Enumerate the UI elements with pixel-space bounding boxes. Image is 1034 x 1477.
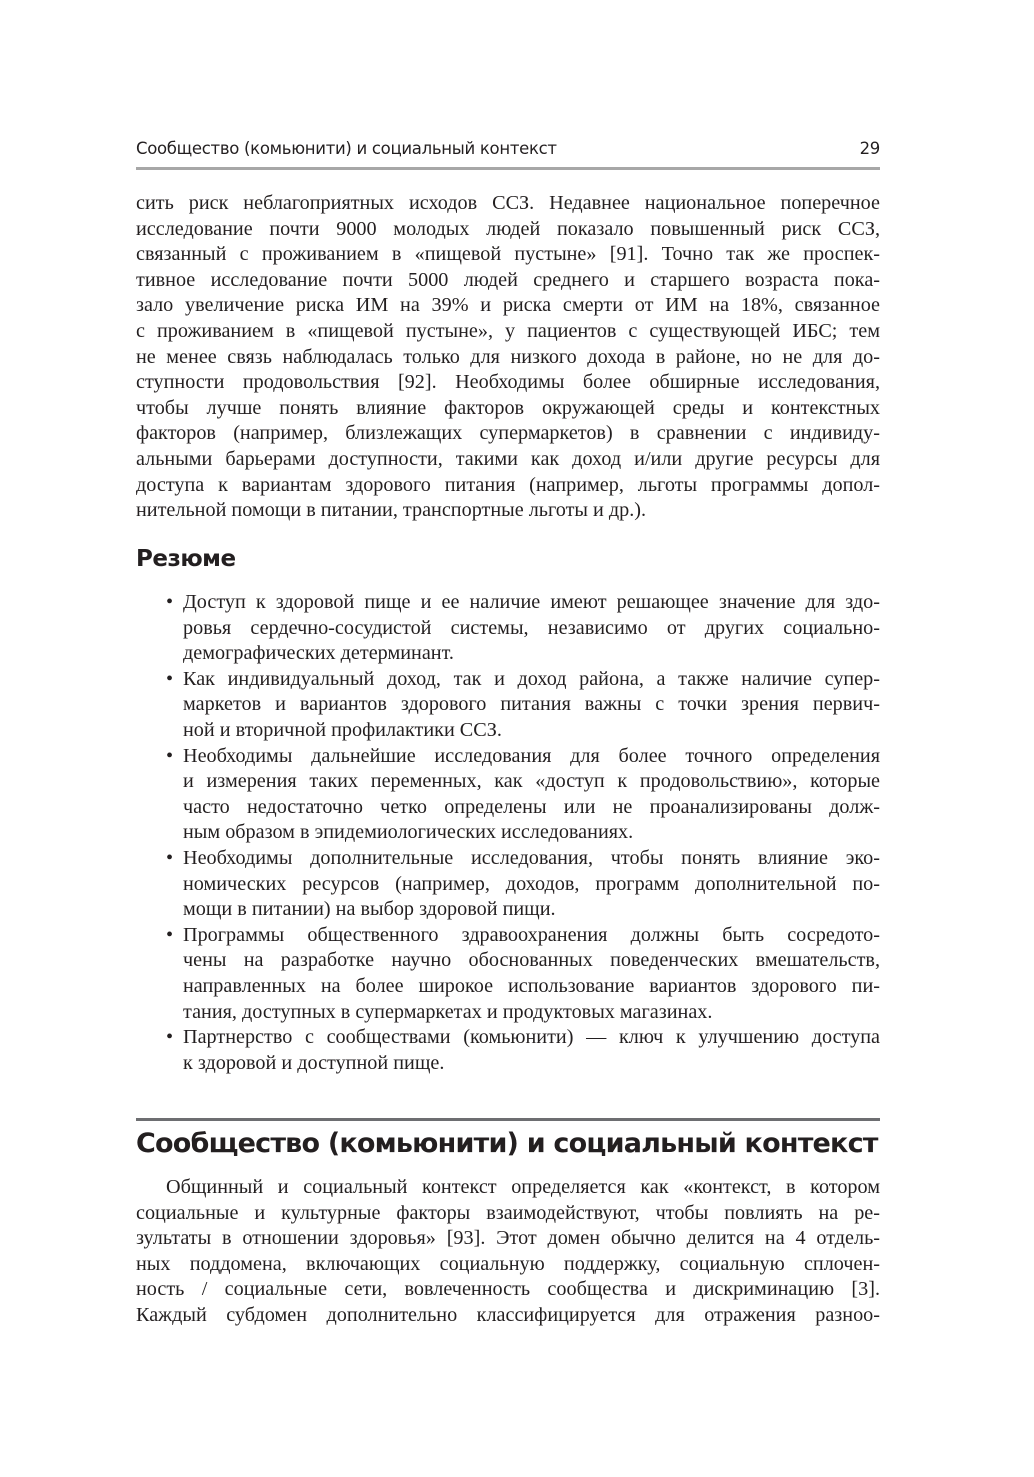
text-line: Доступ к здоровой пище и ее наличие имеют решающее значение для здо-	[183, 591, 880, 613]
text-line: маркетов и вариантов здорового питания важны с точки зрения первич-	[183, 693, 880, 716]
text-line: к здоровой и доступной пище.	[183, 1051, 445, 1074]
section-paragraph	[136, 1175, 880, 1329]
text-line: чтобы лучше понять влияние факторов окружающей среды и контекстных	[136, 396, 880, 419]
summary-bullet-item	[136, 744, 880, 846]
summary-bullet-item	[136, 590, 880, 667]
running-header	[136, 139, 880, 165]
summary-bullet-item	[136, 1025, 880, 1076]
text-line: нительной помощи в питании, транспортные льготы и др.).	[136, 499, 647, 522]
text-line: тивное исследование почти 5000 людей среднего и старшего возраста пока-	[136, 268, 880, 291]
text-line: Как индивидуальный доход, так и доход района, а также наличие супер-	[183, 667, 880, 690]
running-header-title: Сообщество (комьюнити) и социальный контекст	[136, 139, 557, 158]
text-line: мощи в питании) на выбор здоровой пищи.	[183, 898, 556, 921]
text-line: чены на разработке научно обоснованных поведенческих вмешательств,	[183, 949, 880, 972]
bullet-icon: •	[166, 846, 174, 869]
text-line: номических ресурсов (например, доходов, программ дополнительной по-	[183, 872, 880, 895]
text-line: демографических детерминант.	[183, 642, 454, 665]
bullet-icon: •	[166, 744, 174, 767]
text-line: тания, доступных в супермаркетах и продуктовых магазинах.	[183, 1000, 713, 1023]
section-heading: Сообщество (комьюнити) и социальный контекст	[136, 1128, 878, 1159]
text-line: исследование почти 9000 молодых людей показало повышенный риск ССЗ,	[136, 217, 880, 240]
text-line: не менее связь наблюдалась только для низкого дохода в районе, но не для до-	[136, 345, 880, 368]
summary-heading: Резюме	[136, 546, 236, 572]
summary-bullet-item	[136, 667, 880, 744]
text-line: сить риск неблагоприятных исходов ССЗ. Недавнее национальное поперечное	[136, 192, 880, 214]
text-line: с проживанием в «пищевой пустыне», у пациентов с существующей ИБС; тем	[136, 319, 880, 342]
text-line: часто недостаточно четко определены или не проанализированы долж-	[183, 795, 880, 818]
text-line: связанный с проживанием в «пищевой пустыне» [91]. Точно так же проспек-	[136, 243, 880, 266]
text-line: ной и вторичной профилактики ССЗ.	[183, 718, 502, 741]
summary-bullet-item	[136, 923, 880, 1025]
text-line: социальные и культурные факторы взаимодействуют, чтобы повлиять на ре-	[136, 1201, 880, 1224]
text-line: направленных на более широкое использование вариантов здорового пи-	[183, 974, 880, 997]
text-line: доступа к вариантам здорового питания (например, льготы программы допол-	[136, 473, 880, 496]
text-line: ных поддомена, включающих социальную поддержку, социальную сплочен-	[136, 1252, 880, 1275]
page-number: 29	[859, 139, 880, 158]
summary-bullet-list	[136, 590, 880, 1076]
text-line: ным образом в эпидемиологических исследованиях.	[183, 821, 634, 844]
text-line: ступности продовольствия [92]. Необходимы более обширные исследования,	[136, 371, 880, 394]
text-line: Партнерство с сообществами (комьюнити) — ключ к улучшению доступа	[183, 1026, 880, 1049]
header-divider	[136, 167, 880, 170]
bullet-icon: •	[166, 667, 174, 690]
text-line: ность / социальные сети, вовлеченность сообщества и дискриминацию [3].	[136, 1278, 880, 1301]
body-paragraph-1	[136, 191, 880, 524]
text-line: Необходимы дополнительные исследования, чтобы понять влияние эко-	[183, 846, 880, 869]
text-line: зультаты в отношении здоровья» [93]. Этот домен обычно делится на 4 отдель-	[136, 1227, 880, 1250]
text-line: Необходимы дальнейшие исследования для более точного определения	[183, 744, 880, 767]
text-line: факторов (например, близлежащих супермаркетов) в сравнении с индивиду-	[136, 422, 880, 445]
text-line: и измерения таких переменных, как «доступ к продовольствию», которые	[183, 770, 880, 793]
text-line: ровья сердечно-сосудистой системы, независимо от других социально-	[183, 616, 880, 639]
bullet-icon: •	[166, 923, 174, 946]
text-line: зало увеличение риска ИМ на 39% и риска смерти от ИМ на 18%, связанное	[136, 294, 880, 317]
text-line: Общинный и социальный контекст определяется как «контекст, в котором	[166, 1176, 880, 1198]
summary-bullet-item	[136, 846, 880, 923]
text-line: Каждый субдомен дополнительно классифицируется для отражения разноо-	[136, 1303, 880, 1326]
text-line: альными барьерами доступности, такими как доход и/или другие ресурсы для	[136, 447, 880, 470]
bullet-icon: •	[166, 1026, 174, 1049]
bullet-icon: •	[166, 591, 174, 613]
text-line: Программы общественного здравоохранения должны быть сосредото-	[183, 923, 880, 946]
section-divider	[136, 1118, 880, 1121]
